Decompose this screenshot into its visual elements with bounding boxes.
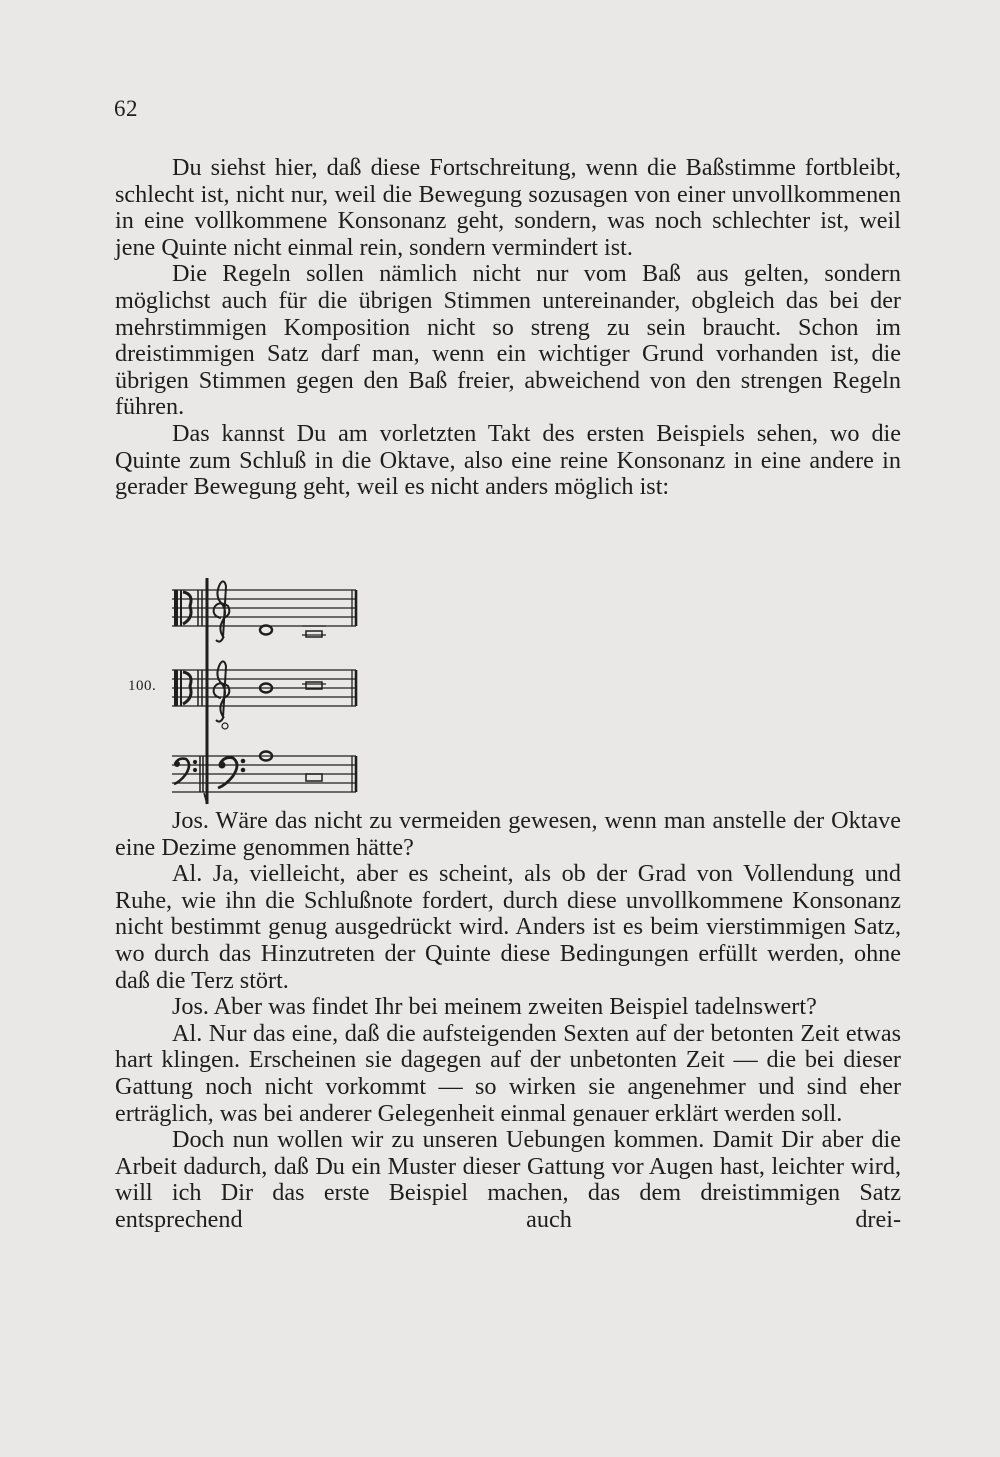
paragraph: Du siehst hier, daß diese Fortschreitung, wenn die Baßstimme fortbleibt, schlecht ist, nicht nur, weil die Bewegung sozusagen von einer unvollkommenen in eine vollkommene Konsonanz geht, sondern, was noch schlechter ist, weil jene Quinte nicht einmal rein, sondern vermindert ist. [115,154,901,261]
text-block-top [115,155,901,501]
paragraph: Jos. Aber was findet Ihr bei meinem zweiten Beispiel tadelnswert? [172,993,817,1021]
text-block-bottom [115,808,901,1234]
paragraph: Doch nun wollen wir zu unseren Uebungen kommen. Damit Dir aber die Arbeit dadurch, daß Du ein Muster dieser Gattung vor Augen hast, leichter wird, will ich Dir das erste Beispiel machen, das dem dreistimmigen Satz entsprechend auch drei- [115,1126,901,1233]
staff-2 [172,670,356,706]
paragraph: Jos. Wäre das nicht zu vermeiden gewesen, wenn man anstelle der Oktave eine Dezime genommen hätte? [115,807,901,861]
music-example [120,578,370,808]
example-number: 100. [128,678,157,694]
paragraph: Das kannst Du am vorletzten Takt des ersten Beispiels sehen, wo die Quinte zum Schluß in die Oktave, also eine reine Konsonanz in eine andere in gerader Bewegung geht, weil es nicht anders möglich ist: [115,419,901,501]
paragraph: Al. Nur das eine, daß die aufsteigenden Sexten auf der betonten Zeit etwas hart klingen. Erscheinen sie dagegen auf der unbetonten Zeit — die bei dieser Gattung noch nicht vorkommt — so wirken sie angenehmer und sind eher erträglich, was bei anderer Gelegenheit einmal genauer erklärt werden soll. [115,1019,901,1127]
music-score [120,578,370,808]
staff-1 [172,590,356,626]
paragraph: Al. Ja, vielleicht, aber es scheint, als ob der Grad von Vollendung und Ruhe, wie ihn die Schlußnote fordert, durch diese unvollkommene Konsonanz nicht bestimmt genug ausgedrückt wird. Anders ist es beim vierstimmigen Satz, wo durch das Hinzutreten der Quinte diese Bedingungen erfüllt werden, ohne daß die Terz stört. [115,860,901,994]
page-number: 62 [114,96,138,121]
paragraph: Die Regeln sollen nämlich nicht nur vom Baß aus gelten, sondern möglichst auch für die übrigen Stimmen untereinander, obgleich das bei der mehrstimmigen Komposition nicht so streng zu sein braucht. Schon im dreistimmigen Satz darf man, wenn ein wichtiger Grund vorhanden ist, die übrigen Stimmen gegen den Baß freier, abweichend von den strengen Regeln führen. [115,260,901,421]
